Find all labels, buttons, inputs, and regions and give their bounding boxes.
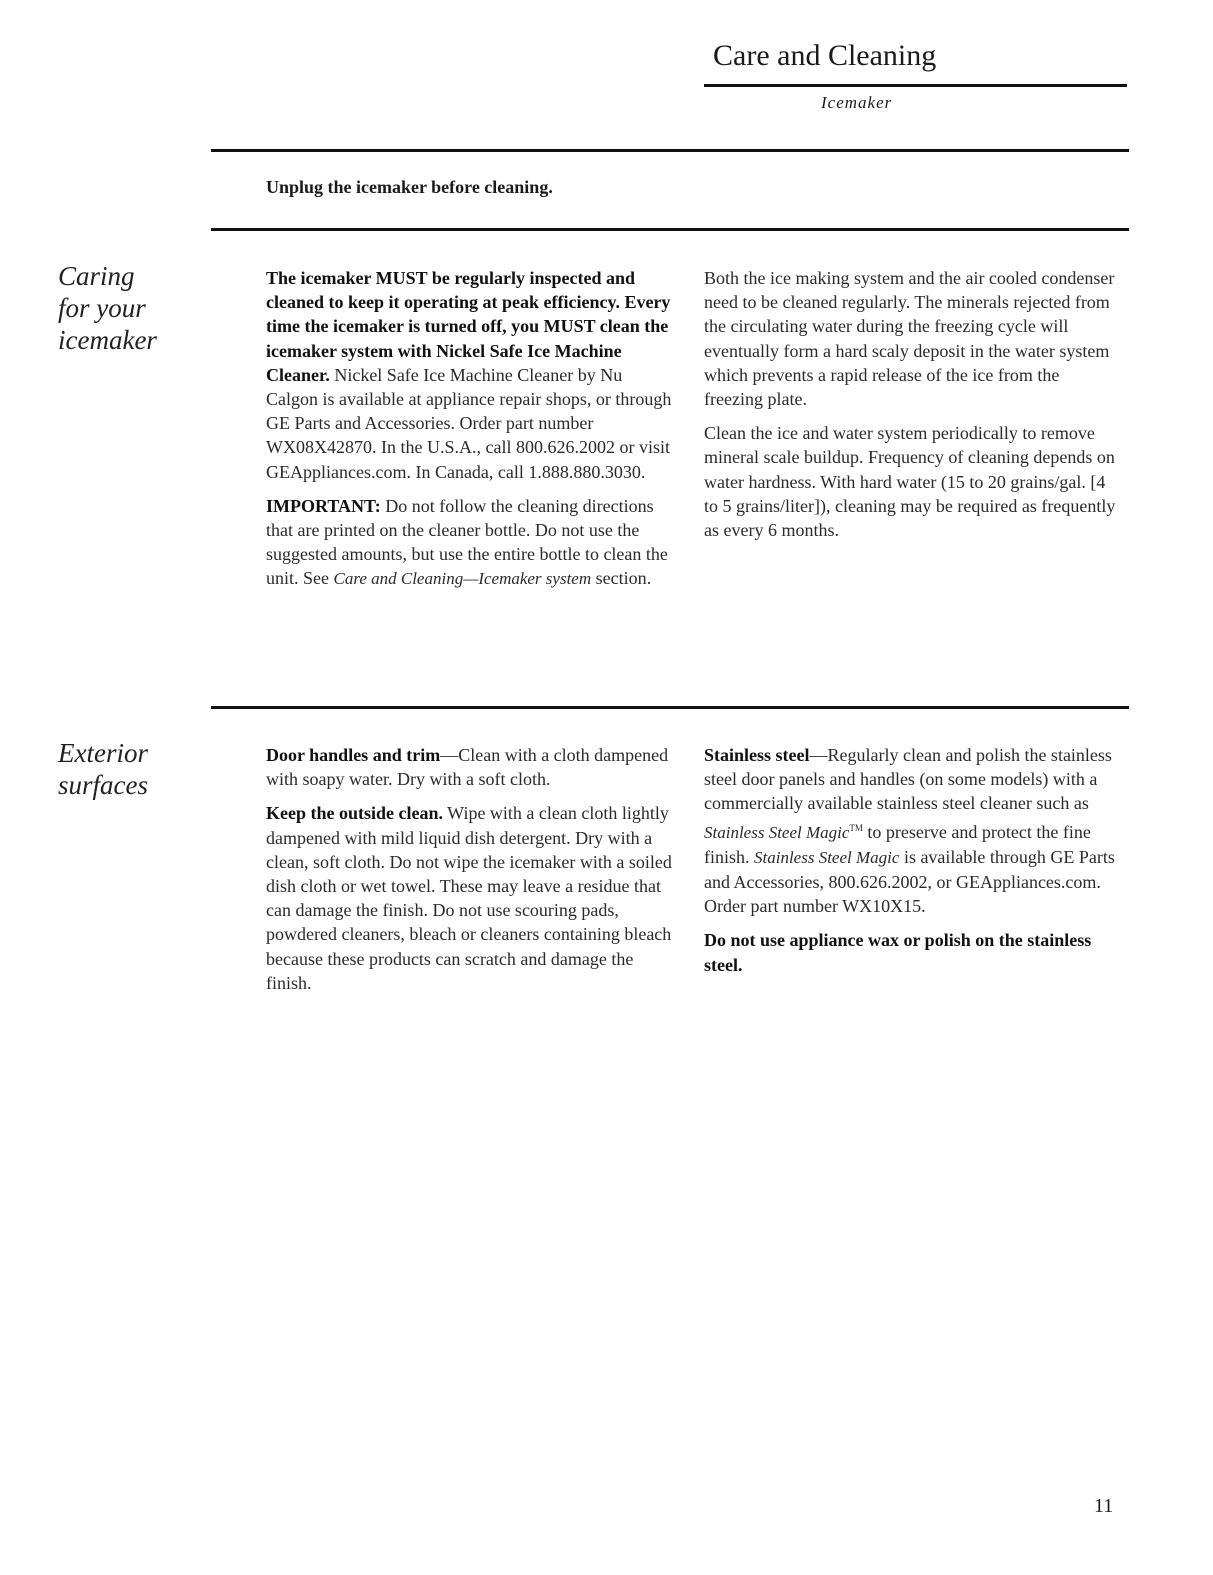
- stainless-text: —Regularly clean and polish the stainless steel door panels and handles (on some models) with a commercially available stainless steel cleaner such as: [704, 745, 1112, 814]
- exterior-left-column: [266, 743, 678, 1005]
- stainless-text: to preserve and protect the fine finish.: [704, 821, 1091, 867]
- header-rule: [704, 84, 1127, 87]
- caring-paragraph: Clean the ice and water system periodically to remove mineral scale buildup. Frequency of cleaning depends on water hardness. With hard water (15 to 20 grains/gal. [4 to 5 grains/liter]), cleaning may be required as frequently as every 6 months.: [704, 423, 1116, 541]
- exterior-right-column: [704, 743, 1116, 987]
- exterior-title-line: surfaces: [58, 770, 148, 800]
- important-paragraph: [266, 494, 678, 592]
- stainless-paragraph: [704, 743, 1116, 918]
- trademark-mark: TM: [849, 822, 863, 833]
- important-text: Do not follow the cleaning directions that are printed on the cleaner bottle. Do not use the suggested amounts, but use the entire bottle to clean the unit. See: [266, 495, 668, 589]
- caring-title-line: Caring: [58, 261, 135, 291]
- stainless-bold-text: Stainless steel: [704, 745, 810, 765]
- caring-section-title: [58, 260, 157, 356]
- caring-bold-text: The icemaker MUST be regularly inspected and cleaned to keep it operating at peak efficiency. Every time the icemaker is turned off, you MUST clean the icemaker system with Nickel Safe Ice Machine Cleaner.: [266, 268, 671, 385]
- exterior-bold-text: Door handles and trim: [266, 745, 441, 765]
- caring-right-column: [704, 266, 1116, 552]
- exterior-section-title: [58, 737, 148, 801]
- exterior-text: —Clean with a cloth dampened with soapy water. Dry with a soft cloth.: [266, 745, 669, 790]
- page-number: 11: [1094, 1495, 1114, 1517]
- caring-paragraph: Both the ice making system and the air cooled condenser need to be cleaned regularly. The minerals rejected from the circulating water during the freezing cycle will eventually form a hard scaly deposit in the water system which prevents a rapid release of the ice from the freezing plate.: [704, 268, 1115, 410]
- section-reference: Care and Cleaning—Icemaker system: [333, 569, 592, 589]
- product-name: Stainless Steel Magic: [754, 847, 900, 867]
- caring-paragraph: [266, 266, 678, 484]
- stainless-warning: [704, 928, 1116, 976]
- page-subtitle: Icemaker: [821, 93, 893, 112]
- caring-text: Nickel Safe Ice Machine Cleaner by Nu Calgon is available at appliance repair shops, or through GE Parts and Accessories. Order part number WX08X42870. In the U.S.A., call 800.626.2002 or visit GEAppliances.com. In Canada, call 1.888.880.3030.: [266, 364, 672, 482]
- exterior-title-line: Exterior: [58, 738, 148, 768]
- exterior-text: Wipe with a clean cloth lightly dampened with mild liquid dish detergent. Dry with a clean, soft cloth. Do not wipe the icemaker with a soiled dish cloth or wet towel. These may leave a residue that can damage the finish. Do not use scouring pads, powdered cleaners, bleach or cleaners containing bleach because these products can scratch and damage the finish.: [266, 803, 672, 993]
- page-title: Care and Cleaning: [713, 39, 937, 72]
- important-label: IMPORTANT:: [266, 495, 381, 516]
- caring-title-line: for your: [58, 293, 146, 323]
- caring-left-column: [266, 266, 678, 602]
- stainless-warning-text: Do not use appliance wax or polish on the stainless steel.: [704, 930, 1092, 975]
- stainless-text: is available through GE Parts and Accessories, 800.626.2002, or GEAppliances.com. Order part number WX10X15.: [704, 846, 1115, 917]
- exterior-bold-text: Keep the outside clean.: [266, 803, 443, 824]
- unplug-warning: Unplug the icemaker before cleaning.: [266, 177, 553, 197]
- exterior-paragraph: [266, 743, 678, 791]
- warning-bottom-rule: [211, 228, 1129, 231]
- warning-top-rule: [211, 149, 1129, 152]
- exterior-top-rule: [211, 706, 1129, 709]
- caring-title-line: icemaker: [58, 325, 157, 355]
- important-text-end: section.: [591, 568, 652, 589]
- exterior-paragraph: [266, 801, 678, 995]
- product-name: Stainless Steel Magic: [704, 822, 850, 842]
